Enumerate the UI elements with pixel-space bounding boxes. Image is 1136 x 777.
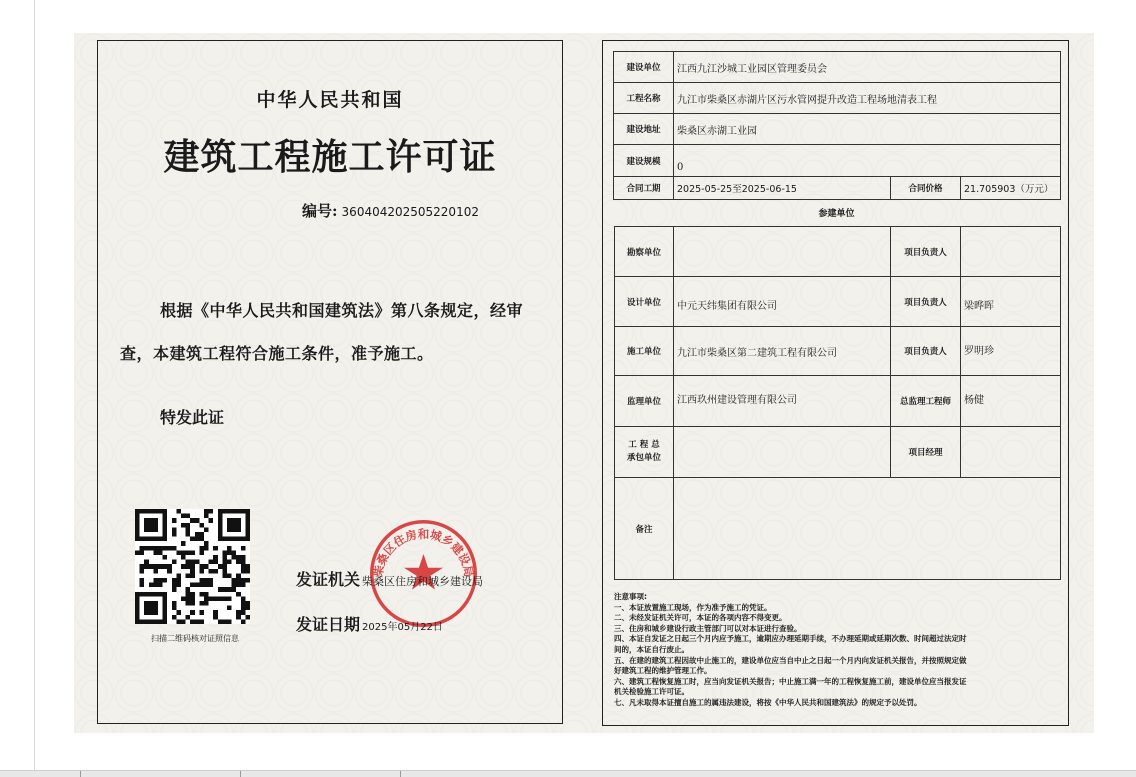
- notes-item: 二、未经发证机关许可，本证的各项内容不得变更。: [614, 613, 787, 623]
- certificate-number-value: 360404202505220102: [341, 205, 479, 219]
- notes-item: 六、建筑工程恢复施工时，应当向发证机关报告；中止施工满一年的工程恢复施工前，建设单位应当报发证: [614, 676, 967, 686]
- construction-person: 罗明珍: [964, 345, 994, 357]
- design-role-label: 项目负责人: [904, 297, 947, 308]
- participants-title: 参建单位: [818, 209, 855, 219]
- construction-role-label: 项目负责人: [904, 347, 947, 357]
- notes-item: 四、本证自发证之日起三个月内应予施工，逾期应办理延期手续，不办理延期或延期次数、时间超过法定时: [614, 634, 967, 644]
- notes-item: 一、本证放置施工现场，作为准予施工的凭证。: [614, 602, 772, 612]
- notes-item: 七、凡未取得本证擅自施工的属违法建设，将按《中华人民共和国建筑法》的规定予以处罚。: [614, 697, 922, 707]
- notes-section: [614, 592, 1062, 709]
- issue-date-value: 2025年05月22日: [362, 622, 443, 633]
- general-contractor-role-label: 项目经理: [908, 448, 943, 458]
- issuing-authority-label: 发证机关: [296, 570, 361, 589]
- design-unit-value: 中元天纬集团有限公司: [677, 301, 777, 312]
- issue-date: [296, 612, 443, 635]
- certificate-body: 根据《中华人民共和国建筑法》第八条规定，经审查，本建筑工程符合施工条件，准予施工。: [120, 301, 524, 363]
- certificate-number: [302, 200, 479, 221]
- design-person: 梁晔晖: [964, 301, 994, 312]
- construction-unit-label: 施工单位: [626, 347, 661, 357]
- contract-price-value: 21.705903（万元）: [964, 184, 1054, 195]
- supervision-unit-value: 江西玖州建设管理有限公司: [677, 394, 797, 406]
- general-contractor-person: [961, 427, 1060, 477]
- country-name: 中华人民共和国: [256, 89, 404, 111]
- supervision-person: 杨健: [964, 394, 984, 406]
- supervision-unit-label: 监理单位: [626, 397, 661, 407]
- remarks-label: 备注: [635, 524, 653, 535]
- notes-item: 间的，本证自行废止。: [614, 644, 689, 654]
- qr-caption: 扫描二维码核对证照信息: [151, 634, 239, 643]
- notes-item: 三、住房和城乡建设行政主管部门可以对本证进行查验。: [614, 623, 802, 633]
- supervision-role-label: 总监理工程师: [899, 397, 951, 407]
- certificate-detail-panel: [602, 40, 1069, 726]
- viewer-left-rule: [34, 0, 35, 776]
- address-label: 建设地址: [626, 125, 661, 135]
- scale-label: 建设规模: [626, 156, 661, 167]
- construction-unit-value: 九江市柴桑区第二建筑工程有限公司: [677, 347, 837, 359]
- survey-unit-value: [674, 227, 890, 276]
- remarks-value: [674, 478, 1060, 579]
- builder-label: 建设单位: [626, 63, 661, 73]
- general-contractor-value: [674, 427, 890, 477]
- survey-role-label: 项目负责人: [904, 247, 947, 258]
- issuing-authority: [296, 567, 483, 590]
- certificate-front-panel: [97, 40, 563, 724]
- builder-value: 江西九江沙城工业园区管理委员会: [677, 63, 827, 75]
- project-name-value: 九江市柴桑区赤湖片区污水管网提升改造工程场地清表工程: [677, 94, 937, 106]
- address-value: 柴桑区赤湖工业园: [677, 125, 757, 137]
- notes-item: 好建筑工程的维护管理工作。: [614, 666, 712, 676]
- special-issue-text: 特发此证: [160, 408, 225, 427]
- svg-text:柴桑区住房和城乡建设局: 柴桑区住房和城乡建设局: [370, 526, 477, 579]
- general-contractor-label: 工 程 总 承包单位: [626, 440, 661, 463]
- contract-price-label: 合同价格: [908, 184, 943, 194]
- issue-date-label: 发证日期: [296, 615, 361, 634]
- scale-value: 0: [677, 162, 684, 173]
- notes-item: 五、在建的建筑工程因故中止施工的，建设单位应当自中止之日起一个月内向发证机关报告，并按照规定做: [614, 655, 967, 665]
- survey-person: [961, 227, 1060, 276]
- certificate-title: 建筑工程施工许可证: [163, 136, 497, 178]
- notes-item: 机关检验施工许可证。: [614, 687, 689, 697]
- survey-unit-label: 勘察单位: [626, 247, 661, 258]
- notes-title: 注意事项:: [614, 592, 647, 601]
- qr-code[interactable]: [135, 509, 250, 624]
- issuing-authority-value: 柴桑区住房和城乡建设局: [362, 575, 484, 588]
- certificate-number-label: 编号:: [302, 202, 338, 220]
- contract-period-value: 2025-05-25至2025-06-15: [677, 184, 797, 195]
- design-unit-label: 设计单位: [626, 297, 661, 308]
- project-name-label: 工程名称: [626, 94, 661, 104]
- contract-period-label: 合同工期: [626, 184, 661, 194]
